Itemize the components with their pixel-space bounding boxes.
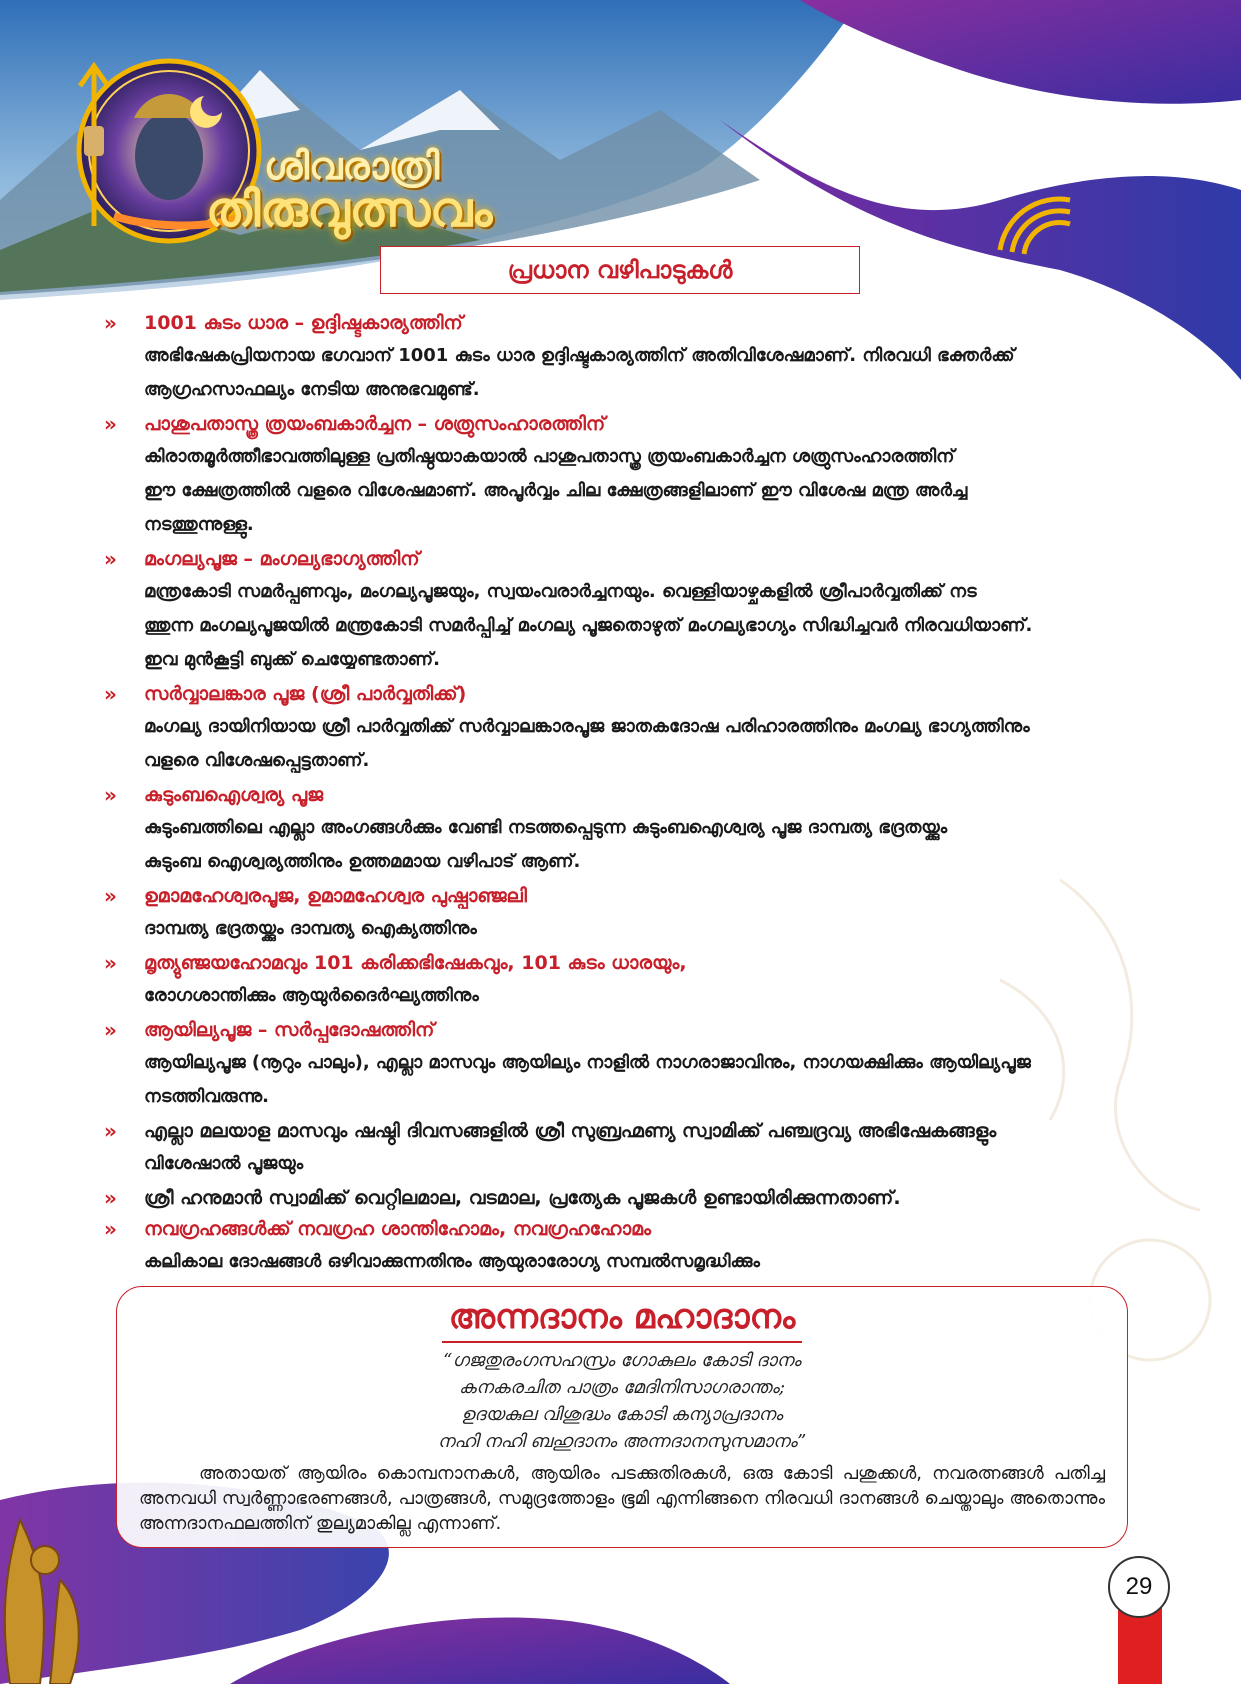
sanskrit-verse [117,1347,1127,1455]
logo-title-line2: തിരുവുത്സവം [206,182,493,238]
description-line: കലികാല ദോഷങ്ങൾ ഒഴിവാക്കുന്നതിനും ആയുരാരോഗ്യ സമ്പൽസമൃദ്ധിക്കും [144,1251,760,1272]
offering-title: ഉമാമഹേശ്വരപൂജ, ഉമാമഹേശ്വര പുഷ്പാഞ്ജലി [144,885,527,907]
list-item [100,780,1145,879]
description-line: കുടുംബത്തിലെ എല്ലാ അംഗങ്ങൾക്കും വേണ്ടി നടത്തപ്പെടുന്ന കുടുംബഐശ്വര്യ പൂജ ദാമ്പത്യ ഭദ്രതയ്ക്കും [144,817,948,838]
double-chevron-right-icon: » [104,311,117,335]
offerings-list [100,308,1145,1281]
offering-description [144,440,1145,542]
offering-description [144,979,1145,1013]
offering-description [144,1046,1145,1114]
page-number-tab [1108,1556,1170,1684]
annadanam-title: അന്നദാനം മഹാദാനം [448,1297,796,1337]
list-item [100,308,1145,407]
list-item [100,1183,1145,1214]
double-chevron-right-icon: » [104,1119,117,1143]
list-item [100,1214,1145,1279]
double-chevron-right-icon: » [104,783,117,807]
offering-description [144,339,1145,407]
description-line: മന്ത്രകോടി സമർപ്പണവും, മംഗല്യപൂജയും, സ്വയംവരാർച്ചനയും. വെള്ളിയാഴ്ചകളിൽ ശ്രീപാർവ്വതിക്ക് നട [144,581,977,602]
description-line: ആഗ്രഹസാഫല്യം നേടിയ അനുഭവമുണ്ട്. [144,379,480,400]
double-chevron-right-icon: » [104,1186,117,1210]
list-item [100,409,1145,542]
list-item [100,1015,1145,1114]
list-item [100,544,1145,677]
list-item [100,881,1145,946]
description-line: കിരാതമൂർത്തീഭാവത്തിലുള്ള പ്രതിഷ്ഠയാകയാൽ പാശുപതാസ്ത്ര ത്രയംബകാർച്ചന ശത്രുസംഹാരത്തിന് [144,446,955,467]
double-chevron-right-icon: » [104,1018,117,1042]
offering-title: പാശുപതാസ്ത്ര ത്രയംബകാർച്ചന – ശത്രുസംഹാരത്തിന് [144,413,606,435]
description-line: ദാമ്പത്യ ഭദ്രതയ്ക്കും ദാമ്പത്യ ഐക്യത്തിനും [144,918,477,939]
description-line: വളരെ വിശേഷപ്പെട്ടതാണ്. [144,750,370,771]
offering-title: ആയില്യപൂജ – സർപ്പദോഷത്തിന് [144,1019,435,1041]
double-chevron-right-icon: » [104,547,117,571]
list-item [100,1116,1145,1181]
explanation-text: അതായത് ആയിരം കൊമ്പനാനകൾ, ആയിരം പടക്കുതിരകൾ, ഒരു കോടി പശുക്കൾ, നവരത്നങ്ങൾ പതിച്ച അനവധി സ്വർണ്ണാഭരണങ്ങൾ, പാത്രങ്ങൾ, സമുദ്രത്തോളം ഭൂമി എന്നിങ്ങനെ നിരവധി ദാനങ്ങൾ ചെയ്താലും അതൊന്നും അന്നദാനഫലത്തിന് തുല്യമാകില്ല എന്നാണ്. [139,1463,1105,1534]
description-line: അഭിഷേകപ്രിയനായ ഭഗവാന് 1001 കുടം ധാര ഉദ്ദിഷ്ടകാര്യത്തിന് അതിവിശേഷമാണ്. നിരവധി ഭക്തർക്ക് [144,345,1015,366]
description-line: നടത്തിവരുന്നു. [144,1086,269,1107]
double-chevron-right-icon: » [104,884,117,908]
description-line: ത്തുന്ന മംഗല്യപൂജയിൽ മന്ത്രകോടി സമർപ്പിച്ച് മംഗല്യ പൂജതൊഴുത് മംഗല്യഭാഗ്യം സിദ്ധിച്ചവർ നിരവധിയാണ്. [144,615,1033,636]
page-number: 29 [1108,1556,1170,1618]
list-item [100,948,1145,1013]
offering-description [144,1245,1145,1279]
verse-line: നഹി നഹി ബഹുദാനം അന്നദാനസുസമാനം” [437,1431,807,1452]
double-chevron-right-icon: » [104,1217,117,1241]
double-chevron-right-icon: » [104,412,117,436]
offering-description [144,811,1145,879]
offering-title: കുടുംബഐശ്വര്യ പൂജ [144,784,324,806]
description-line: മംഗല്യ ദായിനിയായ ശ്രീ പാർവ്വതിക്ക് സർവ്വാലങ്കാരപൂജ ജാതകദോഷ പരിഹാരത്തിനും മംഗല്യ ഭാഗ്യത്തിനും [144,716,1030,737]
offering-title: മൃത്യുഞ്ജയഹോമവും 101 കരിക്കഭിഷേകവും, 101 കുടം ധാരയും, [144,952,687,974]
offering-description [144,575,1145,677]
double-chevron-right-icon: » [104,951,117,975]
description-line: ആയില്യപൂജ (നൂറും പാലും), എല്ലാ മാസവും ആയില്യം നാളിൽ നാഗരാജാവിനും, നാഗയക്ഷിക്കും ആയില്യപൂജ [144,1052,1031,1073]
description-line: വിശേഷാൽ പൂജയും [144,1153,304,1174]
annadanam-box [116,1286,1128,1548]
description-line: കുടുംബ ഐശ്വര്യത്തിനും ഉത്തമമായ വഴിപാട് ആണ്. [144,851,581,872]
offering-title: മംഗല്യപൂജ – മംഗല്യഭാഗ്യത്തിന് [144,548,420,570]
offering-title: എല്ലാ മലയാള മാസവും ഷഷ്ഠി ദിവസങ്ങളിൽ ശ്രീ സുബ്രഹ്മണ്യ സ്വാമിക്ക് പഞ്ചദ്രവ്യ അഭിഷേകങ്ങളും [144,1120,997,1142]
verse-line: കനകരചിത പാത്രം മേദിനിസാഗരാന്തം; [458,1377,786,1398]
festival-logo [54,56,493,246]
description-line: ഇവ മുൻകൂട്ടി ബുക്ക് ചെയ്യേണ്ടതാണ്. [144,649,440,670]
verse-line: “ഗജതുരംഗസഹസ്രം ഗോകുലം കോടി ദാനം [443,1350,801,1371]
offering-title: സർവ്വാലങ്കാര പൂജ (ശ്രീ പാർവ്വതിക്ക്) [144,683,467,705]
offering-title: 1001 കുടം ധാര – ഉദ്ദിഷ്ടകാര്യത്തിന് [144,312,463,334]
offering-title: നവഗ്രഹങ്ങൾക്ക് നവഗ്രഹ ശാന്തിഹോമം, നവഗ്രഹഹോമം [144,1218,651,1240]
offering-description [144,1147,1145,1181]
description-line: രോഗശാന്തിക്കും ആയുർദൈർഘ്യത്തിനും [144,985,479,1006]
description-line: നടത്തുന്നുള്ളു. [144,514,254,535]
offering-title: ശ്രീ ഹനുമാൻ സ്വാമിക്ക് വെറ്റിലമാല, വടമാല, പ്രത്യേക പൂജകൾ ഉണ്ടായിരിക്കുന്നതാണ്. [144,1187,901,1209]
double-chevron-right-icon: » [104,682,117,706]
title-underline [442,1341,802,1343]
annadanam-explanation [117,1461,1127,1536]
offering-description [144,710,1145,778]
list-item [100,679,1145,778]
verse-line: ഉദയകുല വിശുദ്ധം കോടി കന്യാപ്രദാനം [461,1404,783,1425]
offering-description [144,912,1145,946]
section-heading-box [380,246,860,294]
description-line: ഈ ക്ഷേത്രത്തിൽ വളരെ വിശേഷമാണ്. അപൂർവ്വം ചില ക്ഷേത്രങ്ങളിലാണ് ഈ വിശേഷ മന്ത്ര അർച്ച [144,480,968,501]
logo-title-line1: ശിവരാത്രി [264,144,440,188]
section-heading: പ്രധാന വഴിപാടുകൾ [507,256,733,284]
